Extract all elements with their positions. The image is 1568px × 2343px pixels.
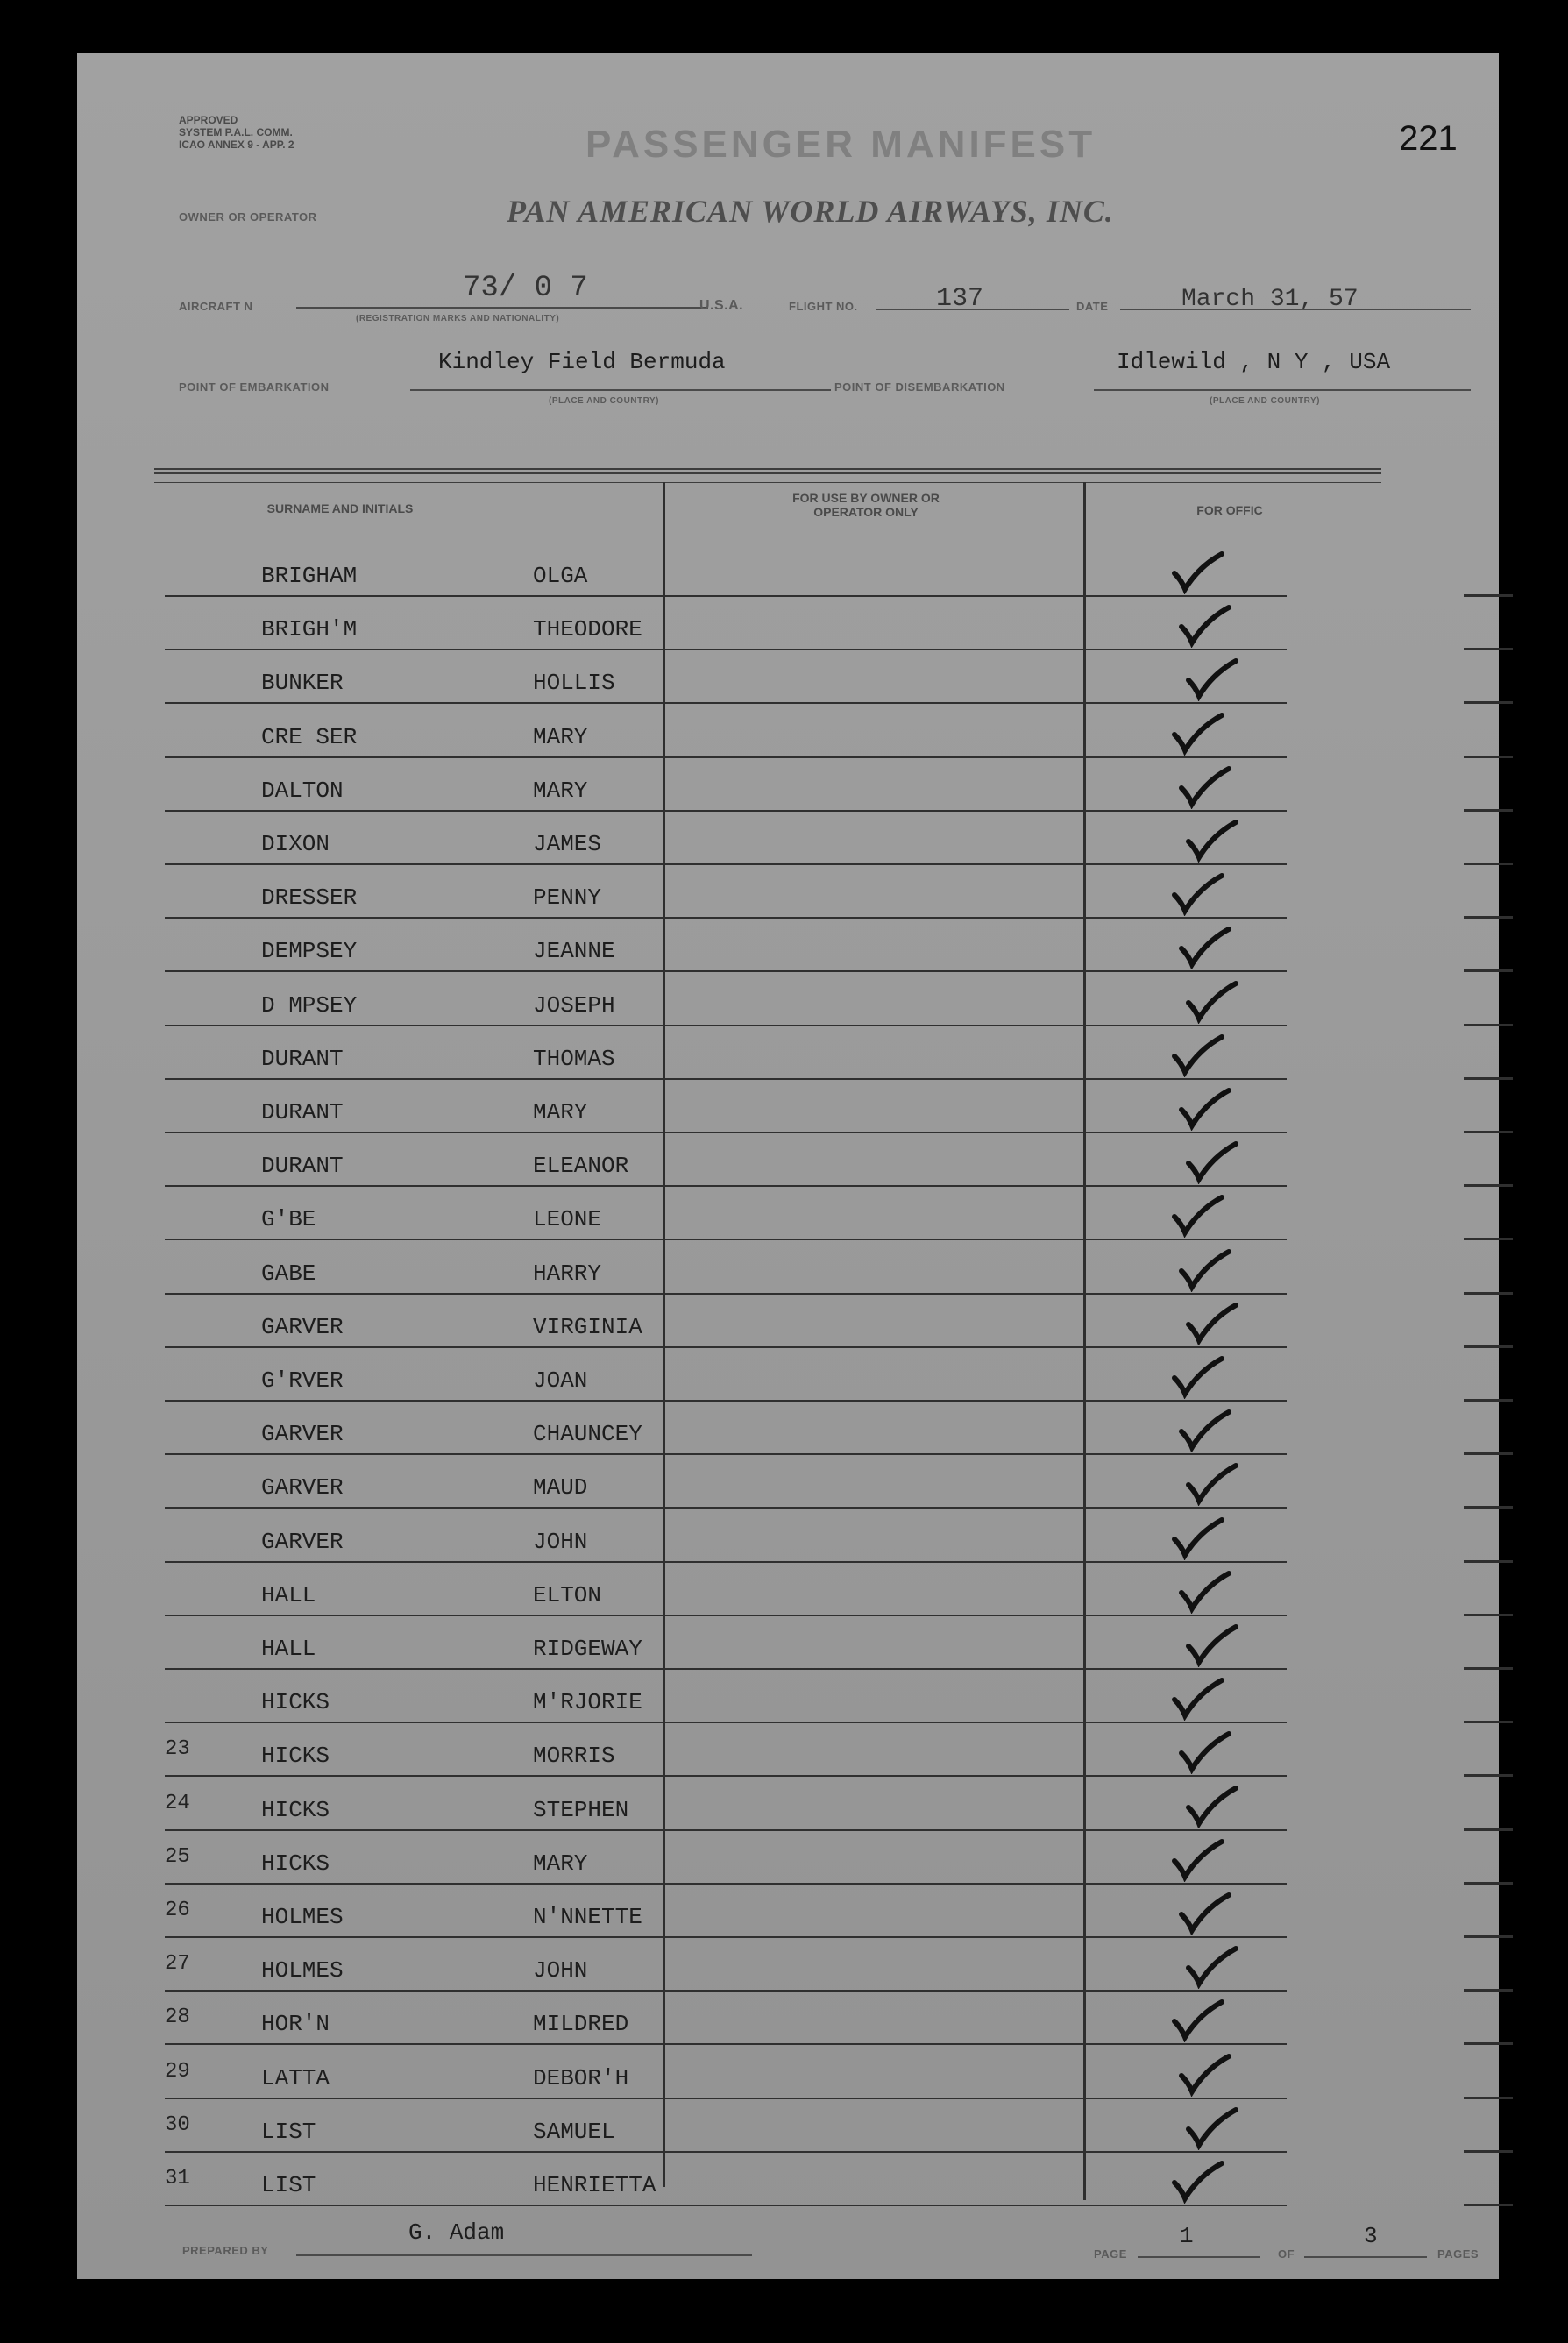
embark-caption: (PLACE AND COUNTRY) [549, 396, 659, 406]
margin-rule [1464, 1024, 1513, 1026]
passenger-given-name: MARY [533, 723, 588, 750]
margin-rule [1464, 1614, 1513, 1616]
flight-label: FLIGHT NO. [789, 300, 858, 313]
table-row [165, 1133, 1295, 1187]
margin-rule [1464, 969, 1513, 972]
aircraft-label: AIRCRAFT N [179, 300, 253, 313]
check-mark-icon [1169, 1516, 1231, 1560]
table-row [165, 973, 1295, 1026]
check-mark-icon [1176, 1570, 1238, 1614]
approval-line: ICAO ANNEX 9 - APP. 2 [179, 138, 294, 151]
table-row [165, 1402, 1295, 1455]
manifest-page [77, 53, 1499, 2279]
passenger-given-name: JAMES [533, 831, 602, 857]
margin-rule [1464, 1292, 1513, 1295]
passenger-given-name: N'NNETTE [533, 1904, 642, 1930]
passenger-surname: GARVER [261, 1474, 344, 1502]
passenger-surname: BUNKER [261, 670, 344, 697]
disembark-value: Idlewild , N Y , USA [1117, 349, 1391, 375]
table-top-rule-2 [154, 479, 1381, 483]
table-row [165, 1080, 1295, 1133]
passenger-given-name: MARY [533, 1850, 588, 1877]
passenger-surname: GARVER [261, 1421, 344, 1448]
passenger-surname: GARVER [261, 1528, 344, 1555]
row-number: 31 [165, 2167, 190, 2190]
embark-field-line [410, 389, 831, 391]
table-row [165, 1455, 1295, 1509]
table-row [165, 1723, 1295, 1777]
check-mark-icon [1176, 1248, 1238, 1292]
margin-rule [1464, 809, 1513, 812]
col-header-office: FOR OFFIC [1196, 503, 1263, 517]
margin-rule [1464, 1452, 1513, 1455]
passenger-surname: G'BE [261, 1206, 316, 1233]
approval-stamp [179, 114, 294, 151]
passenger-surname: LIST [261, 2172, 316, 2198]
table-row [165, 650, 1295, 704]
passenger-given-name: ELEANOR [533, 1153, 629, 1180]
table-row [165, 1241, 1295, 1295]
margin-rule [1464, 1131, 1513, 1133]
check-mark-icon [1183, 980, 1245, 1024]
table-row [165, 1670, 1295, 1723]
prepared-value: G. Adam [408, 2219, 505, 2246]
margin-rule [1464, 1345, 1513, 1348]
table-row [165, 597, 1295, 650]
passenger-surname: HOLMES [261, 1957, 344, 1984]
passenger-surname: G'RVER [261, 1367, 344, 1394]
margin-rule [1464, 1506, 1513, 1509]
margin-rule [1464, 1667, 1513, 1670]
page-field-line [1138, 2256, 1260, 2258]
row-rule [664, 2205, 1085, 2206]
prepared-field-line [296, 2254, 752, 2256]
passenger-surname: HALL [261, 1636, 316, 1662]
margin-rule [1464, 2097, 1513, 2099]
passenger-given-name: HARRY [533, 1260, 602, 1287]
row-number: 27 [165, 1952, 190, 1977]
check-mark-icon [1169, 712, 1231, 756]
passenger-surname: DURANT [261, 1099, 344, 1125]
margin-rule [1464, 1560, 1513, 1563]
margin-rule [1464, 916, 1513, 919]
check-mark-icon [1176, 2053, 1238, 2097]
row-number: 29 [165, 2059, 190, 2084]
table-row [165, 1026, 1295, 1080]
check-mark-icon [1169, 1677, 1231, 1721]
passenger-given-name: THEODORE [533, 616, 642, 643]
aircraft-value: 73/ 0 7 [463, 272, 588, 305]
passenger-surname: DALTON [261, 777, 344, 804]
table-row [165, 1616, 1295, 1670]
disembark-label: POINT OF DISEMBARKATION [834, 380, 1005, 394]
margin-rule [1464, 1774, 1513, 1777]
page-number: 221 [1399, 119, 1458, 158]
table-row [165, 543, 1295, 597]
passenger-surname: GARVER [261, 1313, 344, 1340]
check-mark-icon [1183, 657, 1245, 701]
table-top-rule [154, 468, 1381, 474]
passenger-surname: DURANT [261, 1045, 344, 1072]
table-row [165, 2153, 1295, 2206]
approval-line: SYSTEM P.A.L. COMM. [179, 126, 293, 138]
page-value: 1 [1180, 2223, 1194, 2249]
row-number: 30 [165, 2112, 190, 2137]
passenger-given-name: LEONE [533, 1206, 602, 1233]
check-mark-icon [1169, 550, 1231, 594]
check-mark-icon [1176, 604, 1238, 648]
disembark-caption: (PLACE AND COUNTRY) [1210, 396, 1320, 406]
check-mark-icon [1169, 872, 1231, 916]
passenger-surname: LATTA [261, 2064, 330, 2091]
disembark-field-line [1094, 389, 1471, 391]
passenger-given-name: MILDRED [533, 2011, 629, 2038]
passenger-given-name: JEANNE [533, 938, 615, 965]
margin-rule [1464, 1721, 1513, 1723]
passenger-given-name: MORRIS [533, 1743, 615, 1770]
row-number: 25 [165, 1844, 190, 1869]
check-mark-icon [1183, 1945, 1245, 1989]
table-row [165, 2046, 1295, 2099]
margin-rule [1464, 1882, 1513, 1885]
table-row [165, 1563, 1295, 1616]
row-number: 23 [165, 1737, 190, 1762]
prepared-label: PREPARED BY [182, 2244, 269, 2257]
passenger-surname: BRIGHAM [261, 563, 358, 589]
passenger-surname: DRESSER [261, 884, 358, 912]
margin-rule [1464, 863, 1513, 865]
row-rule [165, 2205, 664, 2206]
embark-value: Kindley Field Bermuda [438, 349, 726, 375]
row-number: 28 [165, 2006, 190, 2030]
passenger-given-name: PENNY [533, 884, 602, 912]
check-mark-icon [1176, 1730, 1238, 1774]
check-mark-icon [1183, 1623, 1245, 1667]
table-row [165, 1778, 1295, 1831]
passenger-given-name: MAUD [533, 1474, 588, 1502]
row-number: 24 [165, 1791, 190, 1815]
check-mark-icon [1176, 1087, 1238, 1131]
pages-label: PAGES [1437, 2247, 1479, 2261]
flight-value: 137 [936, 284, 984, 314]
passenger-surname: CRE SER [261, 723, 358, 750]
passenger-given-name: MARY [533, 777, 588, 804]
table-row [165, 812, 1295, 865]
check-mark-icon [1183, 1140, 1245, 1184]
page-title: PASSENGER MANIFEST [585, 123, 1096, 166]
passenger-surname: BRIGH'M [261, 616, 358, 643]
passenger-surname: HALL [261, 1581, 316, 1608]
margin-rule [1464, 2042, 1513, 2045]
passenger-given-name: ELTON [533, 1581, 602, 1608]
check-mark-icon [1176, 926, 1238, 969]
passenger-surname: HICKS [261, 1850, 330, 1877]
margin-rule [1464, 1989, 1513, 1992]
check-mark-icon [1169, 1999, 1231, 2042]
passenger-given-name: THOMAS [533, 1045, 615, 1072]
usa-label: U.S.A. [699, 298, 744, 313]
passenger-given-name: SAMUEL [533, 2118, 615, 2145]
passenger-surname: DEMPSEY [261, 938, 358, 965]
margin-rule [1464, 1935, 1513, 1938]
date-value: March 31, 57 [1181, 286, 1359, 313]
of-label: OF [1278, 2247, 1295, 2261]
passenger-given-name: VIRGINIA [533, 1313, 642, 1340]
table-row [165, 1348, 1295, 1402]
margin-rule [1464, 648, 1513, 650]
col-header-surname: SURNAME AND INITIALS [266, 501, 414, 515]
table-row [165, 1187, 1295, 1240]
check-mark-icon [1183, 1785, 1245, 1828]
passenger-given-name: OLGA [533, 563, 588, 589]
of-value: 3 [1364, 2223, 1378, 2249]
aircraft-caption: (REGISTRATION MARKS AND NATIONALITY) [356, 314, 560, 323]
margin-rule [1464, 1184, 1513, 1187]
table-row [165, 1831, 1295, 1885]
passenger-surname: D MPSEY [261, 991, 358, 1019]
passenger-given-name: JOAN [533, 1367, 588, 1394]
passenger-surname: HICKS [261, 1796, 330, 1823]
table-row [165, 1938, 1295, 1992]
margin-rule [1464, 756, 1513, 758]
passenger-given-name: HENRIETTA [533, 2172, 656, 2198]
check-mark-icon [1169, 1355, 1231, 1399]
passenger-surname: HICKS [261, 1743, 330, 1770]
passenger-given-name: M'RJORIE [533, 1689, 642, 1716]
passenger-surname: HICKS [261, 1689, 330, 1716]
row-rule [1085, 2205, 1287, 2206]
owner-label: OWNER OR OPERATOR [179, 210, 317, 224]
passenger-surname: GABE [261, 1260, 316, 1287]
check-mark-icon [1176, 765, 1238, 809]
passenger-surname: DURANT [261, 1153, 344, 1180]
passenger-given-name: DEBOR'H [533, 2064, 629, 2091]
check-mark-icon [1169, 1838, 1231, 1882]
check-mark-icon [1169, 2160, 1231, 2204]
table-row [165, 758, 1295, 812]
margin-rule [1464, 1399, 1513, 1402]
table-row [165, 1992, 1295, 2045]
passenger-surname: HOLMES [261, 1904, 344, 1930]
passenger-surname: DIXON [261, 831, 330, 857]
margin-rule [1464, 2204, 1513, 2206]
check-mark-icon [1183, 819, 1245, 863]
check-mark-icon [1183, 1302, 1245, 1345]
margin-rule [1464, 1238, 1513, 1240]
table-row [165, 1295, 1295, 1348]
date-label: DATE [1076, 300, 1109, 313]
table-row [165, 1885, 1295, 1938]
check-mark-icon [1183, 2106, 1245, 2150]
margin-rule [1464, 2150, 1513, 2153]
table-row [165, 1509, 1295, 1563]
owner-value: PAN AMERICAN WORLD AIRWAYS, INC. [507, 194, 1114, 229]
row-number: 26 [165, 1899, 190, 1922]
passenger-given-name: HOLLIS [533, 670, 615, 697]
table-row [165, 919, 1295, 972]
passenger-given-name: RIDGEWAY [533, 1636, 642, 1662]
of-field-line [1304, 2256, 1427, 2258]
passenger-surname: LIST [261, 2118, 316, 2145]
passenger-given-name: STEPHEN [533, 1796, 629, 1823]
check-mark-icon [1176, 1892, 1238, 1935]
table-row [165, 865, 1295, 919]
approval-line: APPROVED [179, 114, 238, 126]
margin-rule [1464, 1828, 1513, 1831]
check-mark-icon [1169, 1033, 1231, 1077]
aircraft-field-line [296, 307, 708, 309]
passenger-given-name: CHAUNCEY [533, 1421, 642, 1448]
passenger-given-name: MARY [533, 1099, 588, 1125]
margin-rule [1464, 701, 1513, 704]
table-row [165, 2099, 1295, 2153]
check-mark-icon [1183, 1462, 1245, 1506]
table-row [165, 705, 1295, 758]
embark-label: POINT OF EMBARKATION [179, 380, 330, 394]
passenger-given-name: JOHN [533, 1528, 588, 1555]
margin-rule [1464, 594, 1513, 597]
margin-rule [1464, 1077, 1513, 1080]
passenger-surname: HOR'N [261, 2011, 330, 2038]
check-mark-icon [1176, 1409, 1238, 1452]
page-label: PAGE [1094, 2247, 1127, 2261]
col-header-owner: FOR USE BY OWNER OR OPERATOR ONLY [792, 491, 940, 519]
check-mark-icon [1169, 1194, 1231, 1238]
passenger-given-name: JOSEPH [533, 991, 615, 1019]
passenger-given-name: JOHN [533, 1957, 588, 1984]
